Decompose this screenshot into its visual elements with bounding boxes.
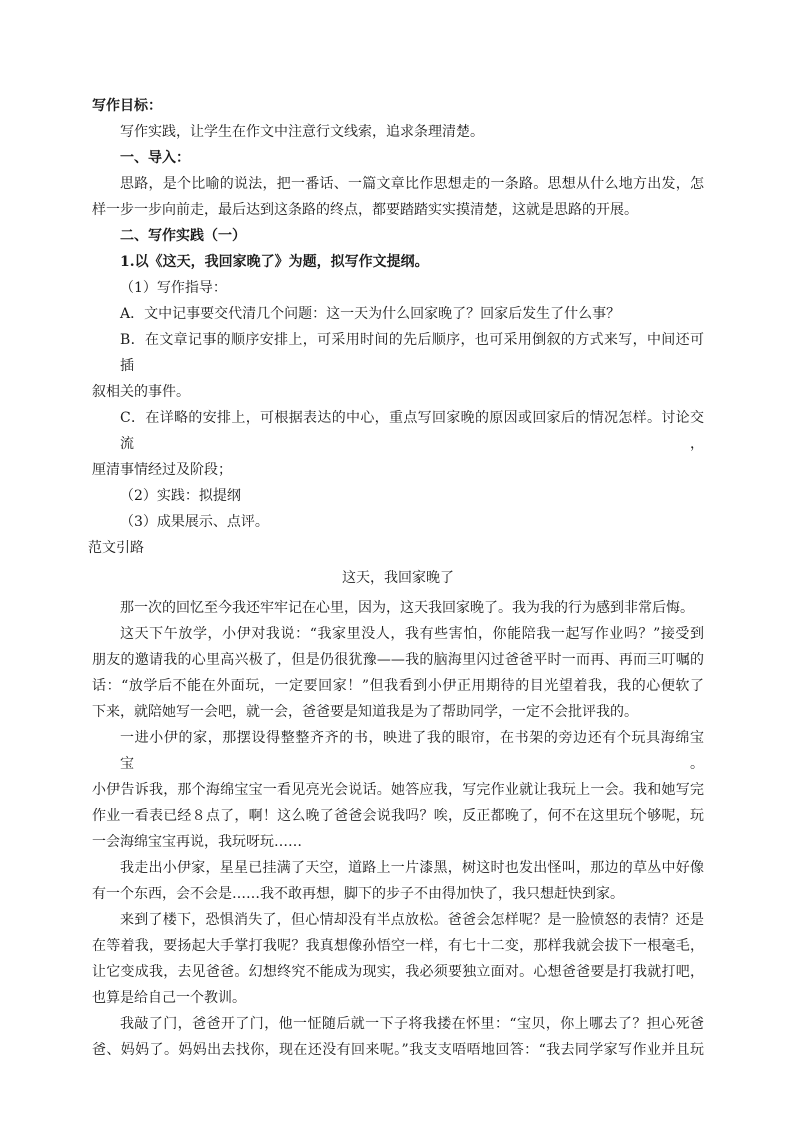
intro-heading: 一、导入：: [120, 150, 190, 166]
sample-label: 范文引路: [88, 540, 144, 556]
sample-p6-line-2: 爸、妈妈了。妈妈出去找你，现在还没有回来呢。”我支支唔唔地回答：“我去同学家写作业并且玩: [92, 1042, 704, 1058]
sample-p5-line-3: 让它变成我，去见爸爸。幻想终究不能成为现实，我必须要独立面对。心想爸爸要是打我就打吧，: [92, 964, 704, 980]
guide-b-line-2: 叙相关的事件。: [92, 384, 190, 400]
guide-b-line-1: B．在文章记事的顺序安排上，可采用时间的先后顺序，也可采用倒叙的方式来写，中间还可插: [120, 332, 704, 374]
goal-heading: 写作目标：: [92, 98, 162, 114]
practice-task: 1.以《这天，我回家晚了》为题，拟写作文提纲。: [120, 254, 429, 270]
guide-c-line-1: C．在详略的安排上，可根据表达的中心，重点写回家晚的原因或回家后的情况怎样。讨论交流，: [120, 410, 704, 452]
guide-label: （1）写作指导：: [120, 280, 227, 296]
sample-p3-line-4: 一会海绵宝宝再说，我玩呀玩……: [92, 834, 302, 850]
sample-p2-line-2: 朋友的邀请我的心里高兴极了，但是仍很犹豫——我的脑海里闪过爸爸平时一而再、再而三叮嘱的: [92, 652, 704, 668]
guide-c-line-2: 厘清事情经过及阶段；: [92, 462, 232, 478]
sample-p2-line-3: 话：“放学后不能在外面玩，一定要回家！”但我看到小伊正用期待的目光望着我，我的心便软了: [92, 678, 704, 694]
goal-text: 写作实践，让学生在作文中注意行文线索，追求条理清楚。: [120, 124, 484, 140]
sample-p5-line-4: 也算是给自己一个教训。: [92, 990, 246, 1006]
intro-line-1: 思路，是个比喻的说法，把一番话、一篇文章比作思想走的一条路。思想从什么地方出发，怎: [120, 176, 704, 192]
sample-p2-line-4: 下来，就陪她写一会吧，就一会，爸爸要是知道我是为了帮助同学，一定不会批评我的。: [92, 704, 638, 720]
sample-p5-line-1: 来到了楼下，恐惧消失了，但心情却没有半点放松。爸爸会怎样呢？是一脸愤怒的表情？还是: [120, 912, 704, 928]
sample-p5-line-2: 在等着我，要扬起大手掌打我呢？我真想像孙悟空一样，有七十二变，那样我就会拔下一根毫毛，: [92, 938, 704, 954]
sample-p4-line-2: 有一个东西，会不会是……我不敢再想，脚下的步子不由得加快了，我只想赶快到家。: [92, 886, 624, 902]
practice-step-2: （2）实践：拟提纲: [120, 488, 241, 504]
practice-heading: 二、写作实践（一）: [120, 228, 246, 244]
intro-line-2: 样一步一步向前走，最后达到这条路的终点，都要踏踏实实摸清楚，这就是思路的开展。: [92, 202, 638, 218]
sample-title: 这天，我回家晚了: [342, 570, 454, 586]
sample-p3-line-3: 作业一看表已经８点了，啊！这么晚了爸爸会说我吗？唉，反正都晚了，何不在这里玩个够呢，玩: [92, 808, 704, 824]
sample-p2-line-1: 这天下午放学，小伊对我说：“我家里没人，我有些害怕，你能陪我一起写作业吗？”接受到: [120, 626, 704, 642]
practice-step-3: （3）成果展示、点评。: [120, 514, 269, 530]
sample-p6-line-1: 我敲了门，爸爸开了门，他一怔随后就一下子将我搂在怀里：“宝贝，你上哪去了？担心死爸: [120, 1016, 704, 1032]
sample-p4-line-1: 我走出小伊家，星星已挂满了天空，道路上一片漆黑，树这时也发出怪叫，那边的草丛中好像: [120, 860, 704, 876]
guide-a: A．文中记事要交代清几个问题：这一天为什么回家晚了？回家后发生了什么事？: [120, 306, 621, 322]
document-body: [88, 93, 704, 1063]
sample-p1-line-1: 那一次的回忆至今我还牢牢记在心里，因为，这天我回家晚了。我为我的行为感到非常后悔。: [120, 600, 694, 616]
sample-p3-line-2: 小伊告诉我，那个海绵宝宝一看见亮光会说话。她答应我，写完作业就让我玩上一会。我和她写完: [92, 782, 704, 798]
sample-p3-line-1: 一进小伊的家，那摆设得整整齐齐的书，映进了我的眼帘，在书架的旁边还有个玩具海绵宝宝。: [120, 730, 704, 772]
